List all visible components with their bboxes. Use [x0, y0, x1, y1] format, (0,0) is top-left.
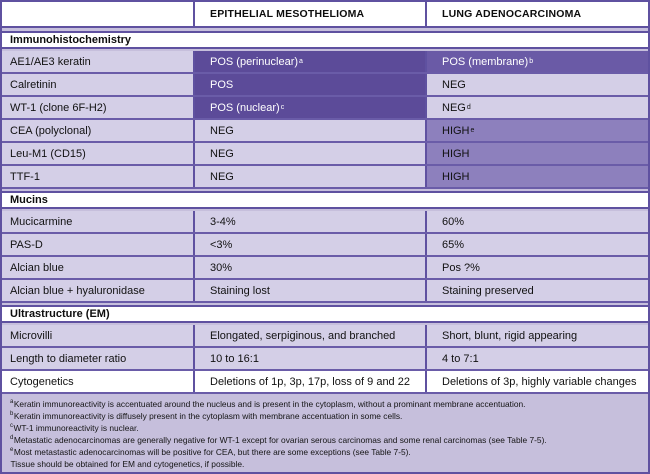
lung-value-cell	[425, 257, 648, 278]
table-row	[2, 97, 648, 120]
meso-value: POS (perinuclear)	[210, 55, 299, 68]
lung-value-cell	[425, 234, 648, 255]
meso-value-cell	[193, 120, 425, 141]
meso-value: NEG	[210, 147, 234, 160]
table-row	[2, 143, 648, 166]
lung-value-cell	[425, 280, 648, 301]
section-header-mucins: Mucins	[2, 191, 648, 209]
section-rows-ultrastructure	[2, 325, 648, 394]
lung-value: Pos ?%	[442, 261, 480, 274]
row-label: Alcian blue	[2, 257, 193, 278]
footnote-text: Keratin immunoreactivity is diffusely present in the cytoplasm with membrane accentuation in some cells.	[13, 410, 403, 421]
footnotes-block	[2, 394, 648, 474]
superscript-marker: b	[10, 411, 14, 418]
table-row	[2, 51, 648, 74]
row-label: Length to diameter ratio	[2, 348, 193, 369]
table-row	[2, 348, 648, 371]
meso-value-cell	[193, 280, 425, 301]
footnote-line	[10, 435, 640, 447]
footnote-line	[10, 411, 640, 423]
header-epithelial-mesothelioma: EPITHELIAL MESOTHELIOMA	[193, 2, 425, 26]
table-row	[2, 234, 648, 257]
superscript-marker: e	[10, 446, 14, 453]
footnote-line	[10, 423, 640, 435]
lung-value-cell: POS (membrane) b	[425, 51, 648, 72]
footnote-line	[10, 459, 640, 471]
row-label: AE1/AE3 keratin	[2, 51, 193, 72]
table-row	[2, 120, 648, 143]
meso-value-cell	[193, 257, 425, 278]
meso-value-cell	[193, 325, 425, 346]
meso-value-cell	[193, 143, 425, 164]
row-label: Microvilli	[2, 325, 193, 346]
row-label: Calretinin	[2, 74, 193, 95]
meso-value-cell	[193, 371, 425, 392]
table-row	[2, 257, 648, 280]
meso-value-cell	[193, 348, 425, 369]
meso-value: POS	[210, 78, 234, 91]
table-row	[2, 211, 648, 234]
table-row	[2, 74, 648, 97]
meso-value: Staining lost	[210, 284, 270, 297]
lung-value-cell	[425, 348, 648, 369]
meso-value-cell: POS (perinuclear) a	[193, 51, 425, 72]
table-row	[2, 280, 648, 303]
meso-value: NEG	[210, 124, 234, 137]
lung-value: POS (membrane)	[442, 55, 529, 68]
section-rows-immunohistochemistry	[2, 51, 648, 189]
footnote-line	[10, 447, 640, 459]
lung-value-cell	[425, 371, 648, 392]
row-label: TTF-1	[2, 166, 193, 187]
lung-value: 65%	[442, 238, 465, 251]
row-label: Leu-M1 (CD15)	[2, 143, 193, 164]
lung-value-cell	[425, 74, 648, 95]
superscript-marker: c	[10, 423, 13, 430]
lung-value: NEG	[442, 101, 466, 114]
table-row	[2, 325, 648, 348]
lung-value: HIGH	[442, 170, 470, 183]
meso-value: <3%	[210, 238, 233, 251]
row-label: WT-1 (clone 6F-H2)	[2, 97, 193, 118]
row-label: Mucicarmine	[2, 211, 193, 232]
row-label: PAS-D	[2, 234, 193, 255]
meso-value-cell	[193, 234, 425, 255]
meso-value: 30%	[210, 261, 233, 274]
superscript-marker: a	[10, 399, 14, 406]
lung-value-cell	[425, 325, 648, 346]
section-header-ultrastructure: Ultrastructure (EM)	[2, 305, 648, 323]
meso-value: 3-4%	[210, 215, 236, 228]
meso-value: Deletions of 1p, 3p, 17p, loss of 9 and 22	[210, 375, 410, 388]
section-rows-mucins	[2, 211, 648, 303]
row-label: CEA (polyclonal)	[2, 120, 193, 141]
meso-value-cell	[193, 74, 425, 95]
table-row	[2, 371, 648, 394]
lung-value-cell	[425, 143, 648, 164]
meso-value: NEG	[210, 170, 234, 183]
header-lung-adenocarcinoma: LUNG ADENOCARCINOMA	[425, 2, 648, 26]
lung-value: HIGH	[442, 147, 470, 160]
row-label: Alcian blue + hyaluronidase	[2, 280, 193, 301]
footnote-line	[10, 399, 640, 411]
row-label: Cytogenetics	[2, 371, 193, 392]
footnote-text: Tissue should be obtained for EM and cytogenetics, if possible.	[10, 458, 245, 469]
lung-value: NEG	[442, 78, 466, 91]
section-header-immunohistochemistry: Immunohistochemistry	[2, 31, 648, 49]
superscript-marker: d	[10, 434, 14, 441]
header-empty-cell	[2, 2, 193, 26]
table-row	[2, 166, 648, 189]
footnote-text: WT-1 immunoreactivity is nuclear.	[13, 422, 139, 433]
meso-value-cell	[193, 211, 425, 232]
lung-value-cell: NEG d	[425, 97, 648, 118]
lung-value: 60%	[442, 215, 465, 228]
footnote-text: Most metastastic adenocarcinomas will be positive for CEA, but there are some exceptions (see Table 7-5).	[13, 446, 411, 457]
meso-value-cell: POS (nuclear) c	[193, 97, 425, 118]
lung-value: HIGH	[442, 124, 470, 137]
footnote-text: Metastatic adenocarcinomas are generally negative for WT-1 except for ovarian serous carcinomas and some renal carcinomas (see Table 7-5).	[13, 434, 547, 445]
table-header-row	[2, 2, 648, 28]
lung-value-cell	[425, 211, 648, 232]
meso-value: 10 to 16:1	[210, 352, 259, 365]
lung-value-cell	[425, 166, 648, 187]
meso-value: Elongated, serpiginous, and branched	[210, 329, 396, 342]
lung-value-cell: HIGH e	[425, 120, 648, 141]
lung-value: 4 to 7:1	[442, 352, 479, 365]
footnote-text: Keratin immunoreactivity is accentuated around the nucleus and is present in the cytoplasm, without a prominant membrane accentuation.	[13, 399, 526, 409]
lung-value: Short, blunt, rigid appearing	[442, 329, 578, 342]
meso-value: POS (nuclear)	[210, 101, 280, 114]
lung-value: Deletions of 3p, highly variable changes	[442, 375, 637, 388]
meso-value-cell	[193, 166, 425, 187]
lung-value: Staining preserved	[442, 284, 534, 297]
